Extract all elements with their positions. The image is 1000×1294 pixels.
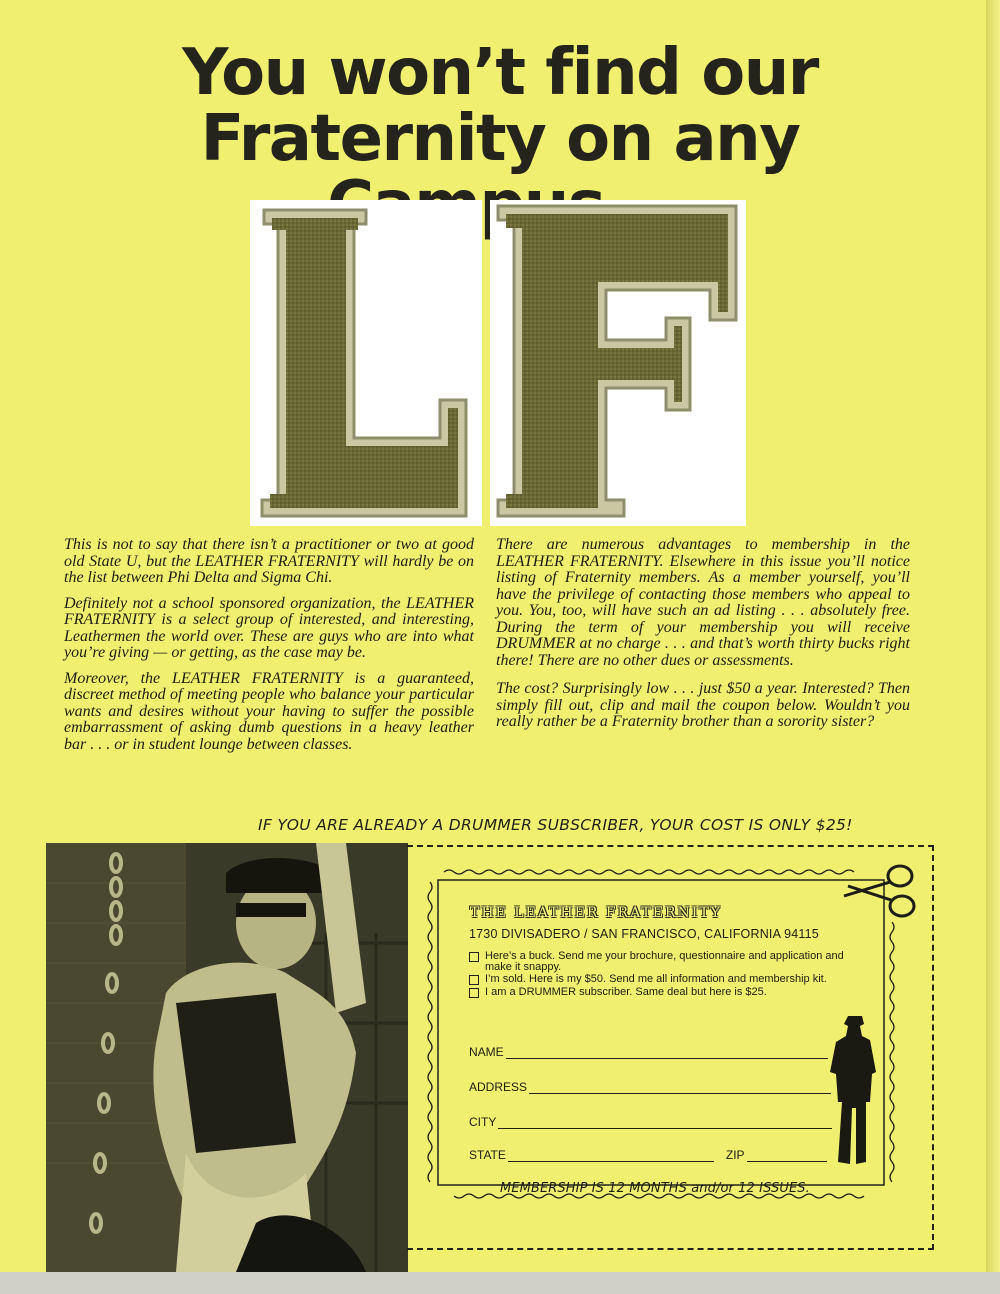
city-line[interactable] [498,1116,832,1129]
option-label: I’m sold. Here is my $50. Send me all information and membership kit. [485,973,827,985]
name-field[interactable] [469,1045,828,1059]
address-line[interactable] [529,1081,831,1094]
body-column-right [496,537,910,740]
page-edge [986,0,1000,1272]
state-line[interactable] [508,1149,714,1162]
option-label: I am a DRUMMER subscriber. Same deal but here is $25. [485,985,767,998]
field-label: ZIP [725,1148,745,1162]
subscriber-note: IF YOU ARE ALREADY A DRUMMER SUBSCRIBER, YOUR COST IS ONLY $25! [258,816,853,834]
city-field[interactable] [469,1115,832,1129]
felt-letter-l [250,200,482,526]
paragraph: There are numerous advantages to membership in the LEATHER FRATERNITY. Elsewhere in this issue you’ll notice listing of Fraternity members. As a member yourself, you’ll have the privilege of contacting those members who appeal to you. You, too, will have such an ad listing . . . absolutely free. During the term of your membership you will receive DRUMMER at no charge . . . and that’s worth thirty bucks right there! There are no other dues or assessments. [496,536,910,669]
field-label: ADDRESS [469,1080,528,1094]
headline-line-1: You won’t find our [182,36,818,110]
headline-line-2: Fraternity on any [200,102,800,176]
field-label: STATE [469,1148,506,1162]
option-label: Here’s a buck. Send me your brochure, questionnaire and application and make it snappy. [485,950,844,973]
paragraph: This is not to say that there isn’t a practitioner or two at good old State U, but the LEATHER FRATERNITY will hardly be on the list between Phi Delta and Sigma Chi. [64,536,474,586]
body-column-left [64,537,474,762]
coupon-footer: MEMBERSHIP IS 12 MONTHS and/or 12 ISSUES. [500,1181,810,1196]
coupon-mailing-address: 1730 DIVISADERO / SAN FRANCISCO, CALIFORNIA 94115 [469,927,819,941]
zip-line[interactable] [747,1149,827,1162]
field-label: CITY [469,1115,497,1129]
scissors-icon [840,856,920,926]
address-field[interactable] [469,1080,831,1094]
option-subscriber[interactable] [469,987,869,998]
leatherman-silhouette [826,1012,882,1168]
leatherman-photo [46,843,408,1272]
checkbox[interactable] [469,952,479,962]
checkbox[interactable] [469,988,479,998]
felt-letter-f [490,200,746,526]
checkbox[interactable] [469,975,479,985]
paragraph: Moreover, the LEATHER FRATERNITY is a guaranteed, discreet method of meeting people who balance your particular wants and desires without your having to suffer the possible embarrassment of asking dumb questions in a heavy leather bar . . . or in student lounge between classes. [64,669,474,753]
option-brochure[interactable] [469,951,869,972]
scan-border [0,1272,1000,1294]
field-label: NAME [469,1045,504,1059]
state-field[interactable] [469,1148,827,1162]
name-line[interactable] [506,1046,828,1059]
paragraph: Definitely not a school sponsored organization, the LEATHER FRATERNITY is a select group of interested, and interesting, Leathermen the world over. These are guys who are into what you’re giving — or getting, as the case may be. [64,594,474,661]
coupon-org-name: THE LEATHER FRATERNITY [470,905,722,921]
paragraph: The cost? Surprisingly low . . . just $50 a year. Interested? Then simply fill out, clip and mail the coupon below. Wouldn’t you really rather be a Fraternity brother than a sorority sister? [496,680,910,730]
coupon-options [469,951,869,999]
option-membership[interactable] [469,974,869,985]
